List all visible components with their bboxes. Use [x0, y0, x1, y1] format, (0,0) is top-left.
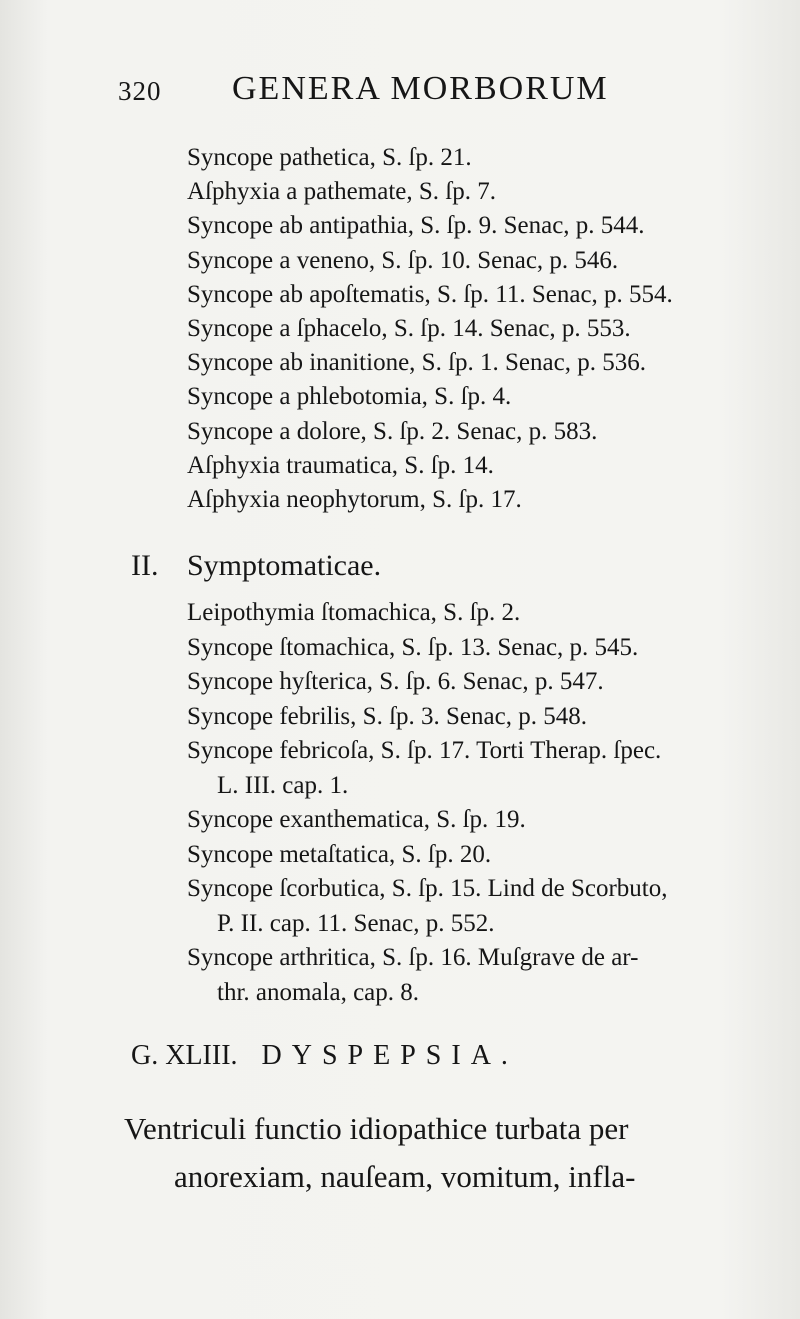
genus-number: G. XLIII. [131, 1040, 238, 1071]
list-item-continuation: L. III. cap. 1. [217, 771, 349, 799]
genus-heading [131, 1040, 518, 1072]
list-item: Syncope febricoſa, S. ſp. 17. Torti Therap. ſpec. [187, 737, 662, 764]
entry-list-symptomatic [187, 596, 777, 1010]
list-item-continuation: P. II. cap. 11. Senac, p. 552. [217, 909, 495, 937]
list-item: Aſphyxia neophytorum, S. ſp. 17. [187, 486, 522, 514]
list-item-continuation: thr. anomala, cap. 8. [217, 978, 420, 1006]
list-item: Syncope exanthematica, S. ſp. 19. [187, 806, 526, 833]
list-item: Syncope a phlebotomia, S. ſp. 4. [187, 383, 512, 411]
list-item: Leipothymia ſtomachica, S. ſp. 2. [187, 599, 521, 626]
page-number: 320 [118, 76, 162, 106]
list-item: Syncope ſtomachica, S. ſp. 13. Senac, p. 545. [187, 633, 639, 661]
list-item: Syncope febrilis, S. ſp. 3. Senac, p. 548. [187, 702, 587, 730]
list-item: Syncope metaſtatica, S. ſp. 20. [187, 840, 492, 868]
list-item: Syncope pathetica, S. ſp. 21. [187, 144, 472, 171]
list-item: Syncope ab antipathia, S. ſp. 9. Senac, p. 544. [187, 212, 645, 240]
running-title: GENERA MORBORUM [232, 70, 609, 107]
list-item: Aſphyxia traumatica, S. ſp. 14. [187, 451, 494, 479]
genus-name: DYSPEPSIA. [261, 1040, 518, 1071]
genus-definition [124, 1105, 764, 1201]
list-item: Syncope ab inanitione, S. ſp. 1. Senac, p. 536. [187, 349, 646, 377]
definition-line: anorexiam, nauſeam, vomitum, infla- [174, 1159, 636, 1194]
section-title: Symptomaticae. [187, 549, 382, 582]
section-number: II. [131, 549, 159, 582]
list-item: Syncope ſcorbutica, S. ſp. 15. Lind de Scorbuto, [187, 875, 668, 902]
definition-line: Ventriculi functio idiopathice turbata per [124, 1111, 629, 1146]
entry-list-idiopathic [187, 141, 777, 517]
list-item: Aſphyxia a pathemate, S. ſp. 7. [187, 178, 496, 206]
list-item: Syncope hyſterica, S. ſp. 6. Senac, p. 547. [187, 668, 604, 695]
list-item: Syncope a dolore, S. ſp. 2. Senac, p. 583. [187, 417, 598, 445]
list-item: Syncope arthritica, S. ſp. 16. Muſgrave de ar- [187, 944, 639, 971]
list-item: Syncope ab apoſtematis, S. ſp. 11. Senac, p. 554. [187, 280, 673, 308]
list-item: Syncope a veneno, S. ſp. 10. Senac, p. 546. [187, 246, 619, 274]
page-header [0, 70, 800, 110]
section-heading [131, 549, 381, 583]
list-item: Syncope a ſphacelo, S. ſp. 14. Senac, p. 553. [187, 315, 631, 343]
